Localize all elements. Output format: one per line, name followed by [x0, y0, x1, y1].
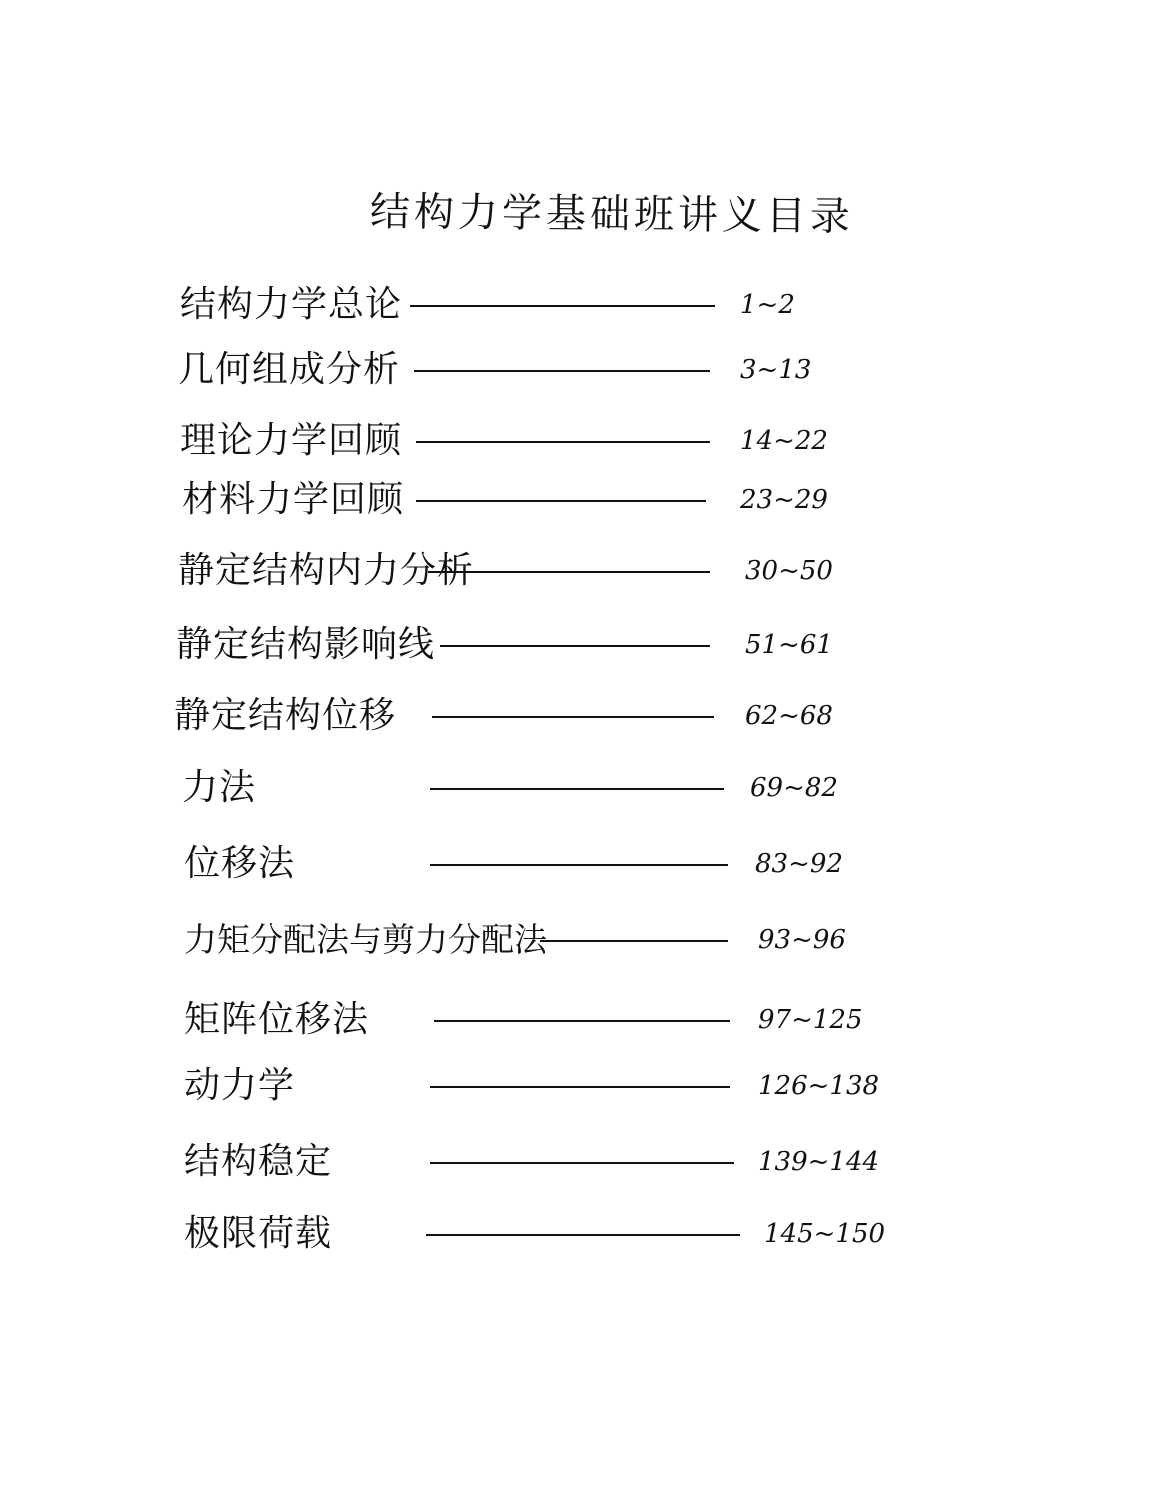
toc-leader-line [416, 441, 710, 443]
toc-entry-label: 静定结构位移 [174, 695, 397, 736]
toc-entry-pages: 126~138 [758, 1071, 880, 1101]
toc-entry [0, 760, 1159, 816]
toc-entry-label: 理论力学回顾 [180, 420, 403, 461]
toc-entry [0, 617, 1159, 673]
toc-entry-pages: 51~61 [745, 630, 833, 660]
toc-entry-label: 材料力学回顾 [182, 479, 405, 520]
toc-entry-pages: 14~22 [740, 426, 828, 456]
toc-entry-pages: 30~50 [745, 556, 833, 586]
toc-entry-pages: 23~29 [740, 485, 828, 515]
toc-entry-label: 几何组成分析 [178, 349, 401, 390]
toc-entry [0, 543, 1159, 599]
toc-entry-label: 力矩分配法与剪力分配法 [184, 920, 547, 959]
toc-entry [0, 277, 1159, 333]
toc-entry [0, 1134, 1159, 1190]
toc-entry-pages: 83~92 [755, 849, 843, 879]
toc-leader-line [410, 305, 715, 307]
toc-leader-line [426, 1234, 740, 1236]
toc-entry-label: 位移法 [184, 843, 296, 884]
toc-entry-pages: 62~68 [745, 701, 833, 731]
toc-entry [0, 1206, 1159, 1262]
toc-entry-pages: 139~144 [758, 1147, 880, 1177]
toc-entry-pages: 145~150 [764, 1219, 886, 1249]
toc-entry-label: 结构力学总论 [180, 284, 403, 325]
toc-entry-label: 矩阵位移法 [184, 999, 370, 1040]
toc-entry [0, 472, 1159, 528]
toc-entry [0, 992, 1159, 1048]
toc-leader-line [430, 1162, 734, 1164]
toc-leader-line [430, 864, 728, 866]
toc-entry-pages: 1~2 [740, 290, 795, 320]
toc-entry [0, 688, 1159, 744]
toc-entry-pages: 3~13 [740, 355, 812, 385]
toc-leader-line [430, 1086, 730, 1088]
toc-entry-label: 力法 [182, 767, 257, 808]
toc-entry [0, 912, 1159, 968]
toc-entry [0, 342, 1159, 398]
toc-entry-label: 静定结构影响线 [176, 624, 436, 665]
toc-entry-pages: 93~96 [758, 925, 846, 955]
toc-leader-line [430, 788, 724, 790]
toc-leader-line [416, 500, 706, 502]
toc-entry [0, 1058, 1159, 1114]
toc-leader-line [540, 940, 728, 942]
toc-leader-line [414, 370, 710, 372]
toc-leader-line [434, 1020, 730, 1022]
toc-entry-pages: 69~82 [750, 773, 838, 803]
toc-leader-line [440, 645, 710, 647]
page-title: 结构力学基础班讲义目录 [369, 189, 855, 241]
toc-entry [0, 836, 1159, 892]
toc-entry-label: 静定结构内力分析 [178, 550, 475, 591]
toc-leader-line [428, 571, 710, 573]
toc-entry-label: 结构稳定 [184, 1141, 333, 1182]
toc-entry-label: 动力学 [184, 1065, 296, 1106]
toc-leader-line [432, 716, 714, 718]
toc-entry-pages: 97~125 [758, 1005, 863, 1035]
toc-entry [0, 413, 1159, 469]
toc-entry-label: 极限荷载 [184, 1213, 333, 1254]
